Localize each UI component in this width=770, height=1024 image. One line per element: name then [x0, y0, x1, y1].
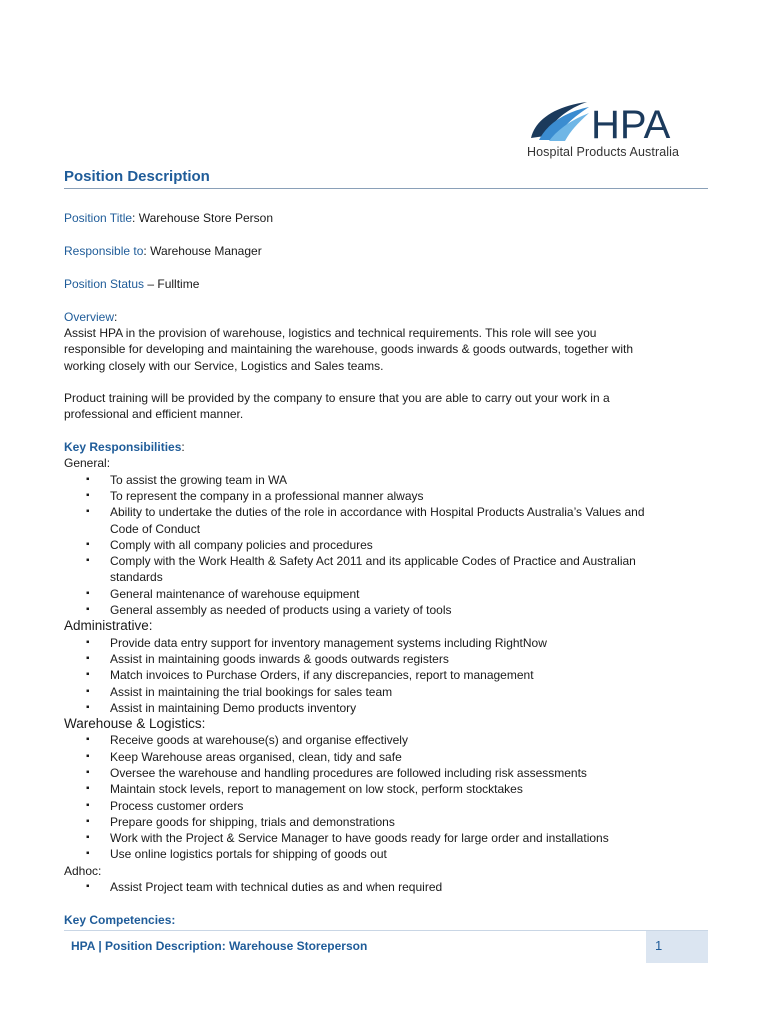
status-value: – Fulltime [144, 276, 200, 291]
hpa-logo-mark [525, 98, 705, 144]
bullet-icon: ▪ [86, 848, 90, 860]
list-item [64, 488, 708, 504]
page-footer [64, 931, 708, 963]
list-item-text: Prepare goods for shipping, trials and demonstrations [110, 814, 395, 829]
list-item [64, 537, 708, 553]
warehouse-title: Warehouse & Logistics: [64, 716, 206, 732]
overview-heading [64, 309, 708, 325]
list-item-text: General maintenance of warehouse equipment [110, 586, 360, 601]
list-item-text: Keep Warehouse areas organised, clean, tidy and safe [110, 749, 402, 764]
admin-list [64, 635, 708, 716]
list-item-text: Maintain stock levels, report to management on low stock, perform stocktakes [110, 782, 523, 797]
position-title-value: Warehouse Store Person [135, 211, 274, 225]
bullet-icon: ▪ [86, 473, 90, 485]
list-item-continuation [64, 569, 708, 585]
list-item [64, 684, 708, 700]
status-label: Position Status [64, 276, 145, 291]
list-item [64, 700, 708, 716]
position-title-row [64, 210, 708, 226]
admin-title: Administrative: [64, 618, 153, 634]
list-item-text: Process customer orders [110, 798, 244, 813]
document-body [64, 210, 708, 928]
list-item [64, 667, 708, 683]
bullet-icon: ▪ [86, 636, 90, 648]
bullet-icon: ▪ [86, 685, 90, 697]
bullet-icon: ▪ [86, 881, 90, 893]
list-item [64, 846, 708, 862]
overview-label: Overview [64, 309, 115, 324]
list-item-text: Assist in maintaining goods inwards & goods outwards registers [110, 651, 449, 666]
bullet-icon: ▪ [86, 604, 90, 616]
bullet-icon: ▪ [86, 832, 90, 844]
list-item [64, 635, 708, 651]
footer-text: HPA | Position Description: Warehouse Storeperson [71, 939, 368, 953]
list-item [64, 765, 708, 781]
bullet-icon: ▪ [86, 587, 90, 599]
document-title: Position Description [64, 168, 210, 185]
warehouse-list [64, 732, 708, 862]
position-title-sep: : [132, 211, 136, 225]
list-item [64, 472, 708, 488]
list-item-text: Comply with the Work Health & Safety Act 2011 and its applicable Codes of Practice and Australian [110, 554, 636, 569]
page-number: 1 [655, 938, 663, 953]
responsible-value: Warehouse Manager [146, 243, 262, 258]
list-item-text: Oversee the warehouse and handling procedures are followed including risk assessments [110, 765, 587, 780]
responsibilities-heading [64, 439, 708, 455]
list-item-text: Use online logistics portals for shipping of goods out [110, 847, 387, 862]
list-item-text: Assist in maintaining Demo products inventory [110, 700, 357, 715]
list-item [64, 830, 708, 846]
company-logo [525, 98, 705, 162]
list-item-text: To assist the growing team in WA [110, 472, 287, 487]
list-item-text: General assembly as needed of products using a variety of tools [110, 603, 452, 618]
list-item-continuation [64, 521, 708, 537]
bullet-icon: ▪ [86, 652, 90, 664]
list-item [64, 553, 708, 569]
list-item-text: Match invoices to Purchase Orders, if any discrepancies, report to management [110, 668, 534, 683]
list-item-text: Provide data entry support for inventory management systems including RightNow [110, 635, 547, 650]
adhoc-list [64, 879, 708, 895]
bullet-icon: ▪ [86, 506, 90, 518]
list-item [64, 651, 708, 667]
general-list [64, 472, 708, 619]
list-item-text: standards [110, 570, 163, 585]
logo-subtitle: Hospital Products Australia [527, 145, 680, 159]
list-item-text: Work with the Project & Service Manager to have goods ready for large order and installations [110, 831, 609, 846]
list-item-text: Code of Conduct [110, 521, 201, 536]
training-line-2: professional and efficient manner. [64, 407, 244, 422]
list-item-text: Assist Project team with technical duties as and when required [110, 880, 443, 895]
adhoc-title: Adhoc: [64, 863, 102, 878]
responsible-sep: : [143, 243, 147, 258]
page-number-box [646, 931, 708, 963]
list-item [64, 504, 708, 520]
bullet-icon: ▪ [86, 766, 90, 778]
bullet-icon: ▪ [86, 815, 90, 827]
list-item [64, 814, 708, 830]
responsible-row [64, 243, 708, 259]
overview-line-1: Assist HPA in the provision of warehouse, logistics and technical requirements. This role will see you [64, 325, 597, 340]
list-item [64, 602, 708, 618]
responsibilities-label: Key Responsibilities [64, 440, 182, 455]
list-item-text: To represent the company in a professional manner always [110, 488, 424, 503]
list-item [64, 586, 708, 602]
list-item [64, 781, 708, 797]
bullet-icon: ▪ [86, 555, 90, 567]
overview-line-2: responsible for developing and maintaining the warehouse, goods inwards & goods outwards, together with [64, 342, 634, 357]
list-item-text: Comply with all company policies and procedures [110, 537, 373, 552]
competencies-heading: Key Competencies: [64, 912, 176, 927]
list-item-text: Receive goods at warehouse(s) and organise effectively [110, 733, 408, 748]
status-row [64, 276, 708, 292]
list-item-text: Assist in maintaining the trial bookings for sales team [110, 684, 393, 699]
general-title: General: [64, 456, 111, 471]
bullet-icon: ▪ [86, 734, 90, 746]
bullet-icon: ▪ [86, 538, 90, 550]
bullet-icon: ▪ [86, 669, 90, 681]
responsibilities-sep: : [181, 440, 185, 455]
list-item [64, 732, 708, 748]
overview-sep: : [114, 309, 118, 324]
responsible-label: Responsible to [64, 243, 144, 258]
title-divider [64, 188, 708, 189]
list-item-text: Ability to undertake the duties of the role in accordance with Hospital Products Australia’s Values and [110, 505, 645, 520]
bullet-icon: ▪ [86, 750, 90, 762]
list-item [64, 798, 708, 814]
list-item [64, 749, 708, 765]
position-title-label: Position Title [64, 211, 133, 225]
bullet-icon: ▪ [86, 799, 90, 811]
logo-text: HPA [591, 103, 671, 144]
training-line-1: Product training will be provided by the company to ensure that you are able to carry out your work in a [64, 391, 610, 406]
bullet-icon: ▪ [86, 701, 90, 713]
list-item [64, 879, 708, 895]
bullet-icon: ▪ [86, 783, 90, 795]
overview-line-3: working closely with our Service, Logistics and Sales teams. [64, 358, 384, 373]
bullet-icon: ▪ [86, 489, 90, 501]
